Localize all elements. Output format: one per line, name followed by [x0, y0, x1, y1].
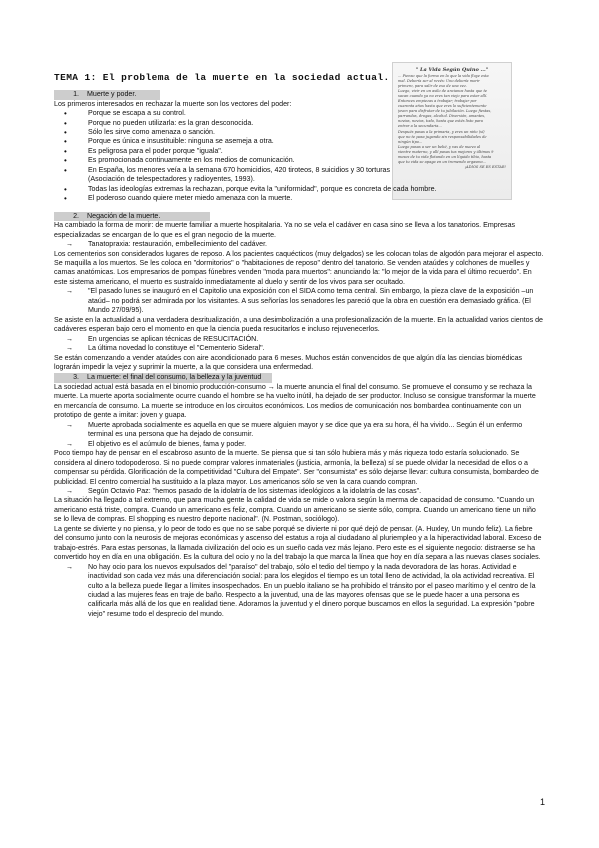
list-item: • Es peligrosa para el poder porque "iguala". — [54, 147, 394, 156]
paragraph: Los cementerios son considerados lugares de reposo. A los pacientes caquécticos (muy delgados) se les colocan tolas de algodón para mejorar el aspecto. Se maquilla a los muertos. Se les coloca en "dormitorios" o "habitaciones de reposo" dentro del tanatorio. Se venden ataúdes y colchones de muelles y camas anatómicas. Los empresarios de pompas fúnebres venden "moda para muertos": anunciando la: "lo mejor de la vida para el último recuerdo". En este sistema americano, el muerto es sustraído inmediatamente al duelo y sentir de los vivos para ser ocultado. — [54, 249, 544, 286]
arrow-item — [54, 335, 544, 344]
list-item: • El poderoso cuando quiere meter miedo amenaza con la muerte. — [54, 194, 528, 203]
poem-line: mal. Debería ser al revés: Uno debería morir — [398, 79, 480, 84]
bullet-list — [54, 109, 544, 204]
arrow-icon: → — [66, 240, 74, 249]
poem-line: cuarenta años hasta que eres lo suficientemente — [398, 104, 487, 109]
poem-line: Luego, vivir en un asilo de ancianos hasta que te — [398, 89, 488, 94]
arrow-icon: → — [66, 420, 74, 429]
arrow-item-text: Muerte aprobada socialmente es aquella en que se muere alguien mayor y se dice que ya era su hora, él ha vivido... Según él un enfermo terminal es una persona que ha dejado de consumir. — [88, 420, 523, 439]
poem-line: que tu vida se apaga en un tremendo orgasmo... — [398, 159, 487, 164]
poem-line: parrandas, drogas, alcohol. Diversión, amantes, — [398, 114, 486, 119]
list-item: • Sólo les sirve como amenaza o sanción. — [54, 128, 394, 137]
poem-line: entrar a la secundaria... — [398, 124, 442, 129]
page-number: 1 — [540, 797, 546, 807]
arrow-item — [54, 421, 544, 440]
poem-line: vientre materno, y allí pasas tus mejores y últimos 9 — [398, 149, 494, 154]
arrow-item — [54, 440, 544, 449]
arrow-icon: → — [66, 334, 74, 343]
section-heading — [54, 90, 160, 100]
paragraph: Se están comenzando a vender ataúdes con aire acondicionado para 6 meses. Muchos están convencidos de que algún día las ciencias biomédicas lograrán impedir la vejez y suprimir la muerte, a la que considera una enfermedad. — [54, 353, 523, 371]
arrow-icon: → — [66, 344, 74, 353]
list-item: • Porque no pueden utilizarla: es la gran desconocida. — [54, 119, 394, 128]
arrow-item — [54, 563, 544, 620]
poem-line: novias, novios, todo, hasta que estés listo para — [398, 119, 483, 124]
poem-line: sacan cuando ya no eres tan viejo para estar allí. — [398, 94, 488, 99]
section-number: 3. — [73, 373, 79, 382]
arrow-item — [54, 240, 544, 249]
arrow-item-text: El objetivo es el acúmulo de bienes, fama y poder. — [88, 439, 247, 448]
arrow-item-text: En urgencias se aplican técnicas de RESUCITACIÓN. — [88, 334, 259, 343]
poem-line: Después pasas a la primaria, y eres un niño (sí) — [398, 129, 485, 134]
poem-line: que no te pasa jugando sin responsabilidades de — [398, 134, 487, 139]
section-heading-text: Negación de la muerte. — [87, 211, 161, 220]
paragraph: La gente se divierte y no piensa, y lo peor de todo es que no se sabe porqué se divierte ni por qué dejó de pensar. (A. Huxley, Un mundo feliz). La fiebre del consumo junto con la neurosis de mejoras económicas y ascenso del estatus a roja al ciudadano al pluriempleo y a la hiperactividad laboral. Exceso de trabajo-estrés. Para estas personas, la llamada civilización del ocio es un sueño cada vez más lejano. Pero este es el siguiente negocio: distraerse se ha convertido hoy en día en una obligación. Es la cultura del ocio y no la del trabajo la que marca la línea que hoy en día separa a las nuevas clases sociales. — [54, 524, 542, 562]
section-heading — [54, 212, 210, 222]
poem-line: ningún tipo... — [398, 139, 423, 144]
arrow-item — [54, 487, 544, 496]
list-item: • Porque es única e insustituible: ninguna se asemeja a otra. — [54, 137, 394, 146]
section-number: 2. — [73, 211, 79, 220]
arrow-item — [54, 344, 544, 353]
arrow-icon: → — [66, 287, 74, 296]
poem-line: Luego pasas a ser un bebé, y vas de nuevo al — [398, 144, 481, 149]
document-title: TEMA 1: El problema de la muerte en la sociedad actual. — [54, 72, 390, 83]
arrow-item-text: La última novedad lo constituye el "Cementerio Sideral". — [88, 344, 265, 353]
section-number: 1. — [73, 90, 79, 98]
poem-line: ... Pienso que la forma en la que la vida fluye esta — [398, 74, 489, 78]
poem-title: " La Vida Según Quino ..." — [415, 67, 489, 73]
list-item: • Es promocionada continuamente en los medios de comunicación. — [54, 156, 394, 165]
poem-line: joven para disfrutar de tu jubilación. Luego fiestas, — [398, 109, 492, 114]
poem-line: Entonces empiezas a trabajar; trabajar por — [398, 99, 477, 104]
list-item: • Todas las ideologías extremas la rechazan, porque evita la "uniformidad", porque es concreta de cada hombre. — [54, 185, 528, 194]
arrow-icon: → — [66, 439, 74, 448]
poem-line: primero, para salir de eso de una vez. — [398, 84, 467, 89]
arrow-icon: → — [66, 562, 74, 571]
paragraph: La situación ha llegado a tal extremo, que para mucha gente la calidad de vida se mide o valora según la merma de capacidad de consumo. "Cuando un americano está triste, compra. Cuando un americano es feliz, compra. Cuando un americano se siente sólo, compra. Cuando un americano tiene un niño se lo lleva de compras. El shopping es nuestro deporte nacional". (N. Postman, sociólogo). — [54, 496, 536, 524]
document-body — [54, 86, 544, 619]
section-heading — [54, 373, 272, 383]
section-heading-text: Muerte y poder. — [87, 90, 137, 98]
paragraph: La sociedad actual está basada en el binomio producción-consumo → la muerte anuncia el final del consumo. Se promueve el consumo y se rechaza la muerte. La muerte aporta socialmente ocurre cuando el hombre se ha vuelto inútil, ha dejado de ser productor. Incluso se consigue transformar la muerte en mercancía de consumo. La muerte se introduce en los circuitos económicos. Los medios de comunicación nos bombardea continuamente con un prototipo de gente a imitar: joven y guapa. — [54, 383, 536, 420]
arrow-item-text: Tanatopraxia: restauración, embellecimiento del cadáver. — [88, 240, 268, 249]
arrow-item — [54, 287, 544, 315]
poem-line: ¡ADIÓS SE ES ESTAR! — [464, 164, 506, 169]
arrow-item-text: "El pasado lunes se inauguró en el Capitolio una exposición con el SIDA como tema central. Sin embargo, la pieza clave de la exposición –un ataúd– no podrá ser admirada por los visitantes. A sus señorías los senadores les pareció que la obra en cuestión era demasiado gráfica. (El Mundo 27/09/95). — [88, 287, 534, 315]
poem-line: meses de tu vida flotando en un líquido tibio, hasta — [398, 154, 492, 159]
paragraph: Los primeros interesados en rechazar la muerte son los vectores del poder: — [54, 99, 292, 108]
arrow-item-text: Según Octavio Paz: "hemos pasado de la idolatría de los sistemas ideológicos a la idolatría de las cosas". — [88, 487, 422, 495]
list-item: • En España, los menores veía a la semana 670 homicidios, 420 tiroteos, 8 suicidios y 30 torturas (Asociación de telespectadores y radioyentes, 1993). — [54, 166, 394, 185]
section-heading-text: La muerte: el final del consumo, la belleza y la juventud — [87, 373, 262, 382]
list-item: • Porque se escapa a su control. — [54, 109, 394, 118]
arrow-icon: → — [66, 487, 74, 495]
paragraph: Poco tiempo hay de pensar en el escabroso asunto de la muerte. Se piensa que si tan sólo hubiera más y más riqueza todo estaría solucionado. Se considera al dinero todopoderoso. Si no puede comprar valores inmateriales (justicia, armonía, la belleza) sí se puede olvidar la necesidad de ellos o a compensar su pérdida. Glorificación de la competitividad "Cultura del Empate". Ser "consumista" es sólo dejarse llevar: cultura consumista, bombardeo de publicidad. El centro comercial ha sustituido a la plaza mayor. Los americanos sólo se ven la cara cuando compran. — [54, 449, 539, 486]
paragraph: Ha cambiado la forma de morir: de muerte familiar a muerte hospitalaria. Ya no se vela el cadáver en casa sino se lleva a los tanatorios. Empresas especializadas se encargan de lo que es el gran negocio de la muerte. — [54, 221, 516, 239]
paragraph: Se asiste en la actualidad a una verdadera desritualización, a una desimbolización a una profesionalización de la muerte. En la actualidad varios cientos de cadáveres esperan bajo cero el momento en que la ciencia pueda resucitarlos e incluso rejuvenecerlos. — [54, 315, 543, 334]
arrow-item-text: No hay ocio para los nuevos expulsados del "paraíso" del trabajo, sólo el tedio del tiempo y la nada devoradora de las horas. Actividad e inactividad son cada vez más una diferenciación social: para los elegidos el tiempo es un total lleno de actividad, la ola actividad recreativa. El culto a la belleza puede llegar a límites insospechados. En un pueblo italiano se ha prohibido el tránsito por el paseo marítimo y el centro de la ciudad a las mujeres feas en traje de baño. Respecto a la juventud, una de las mayores ofensas que se le puede hacer a una persona es calificarla más allá de los que en realidad tiene. Adoramos la juventud y el dinero porque buscamos en ellos la seguridad. La expresión "pobre viejo" resume todo el desprecio del mundo. — [88, 562, 536, 618]
